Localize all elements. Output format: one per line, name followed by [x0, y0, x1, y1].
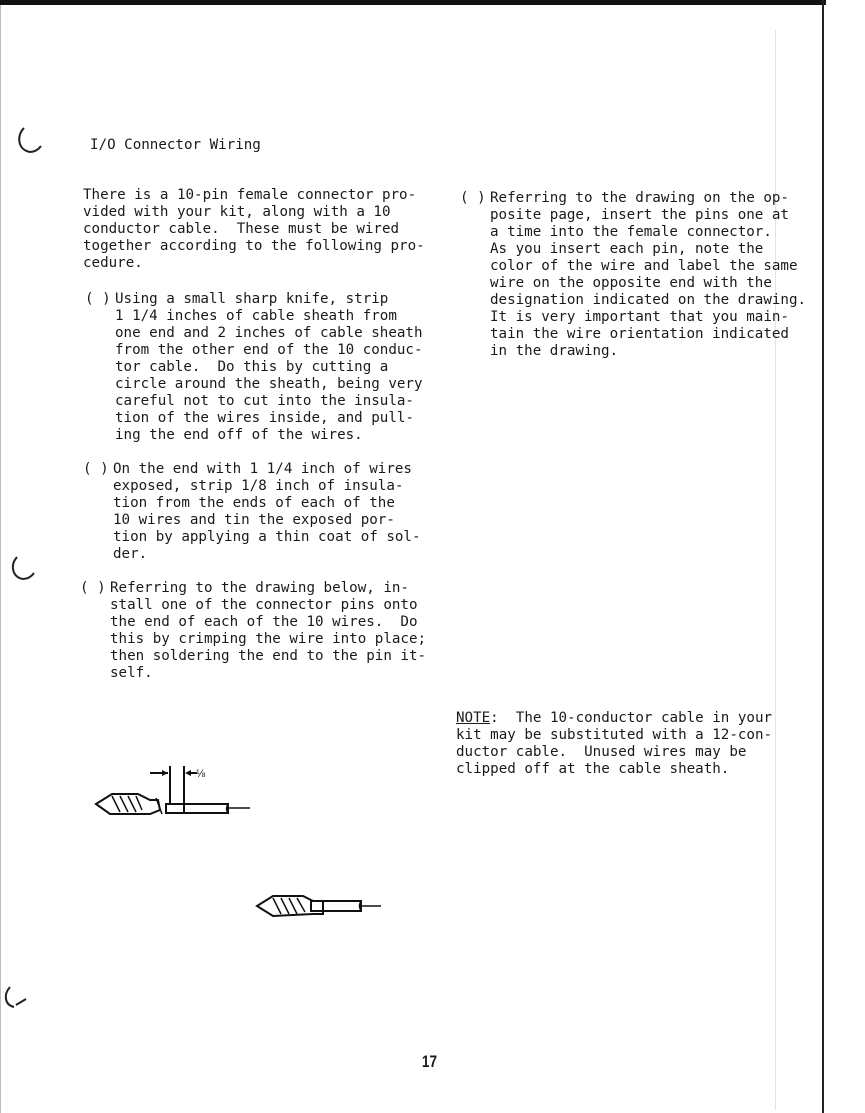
- page-left-edge: [0, 0, 1, 1113]
- step-2-text: On the end with 1 1/4 inch of wires exposed, strip 1/8 inch of insula- tion from the ends of each of the 10 wires and tin the exposed por- tion by applying a thin coat of sol- der.: [113, 461, 421, 562]
- punch-hole-mark-bottom: [2, 983, 36, 1017]
- crimped-pin-drawing: [253, 888, 385, 924]
- pin-and-stripped-wire-drawing: [90, 762, 255, 824]
- step-4-text: Referring to the drawing on the op- posite page, insert the pins one at a time into the female connector. As you insert each pin, note the color of the wire and label the same wire on the opposite end with the designation indicated on the drawing. It is very important that you main- tain the wire orientation indicated in the drawing.: [490, 190, 807, 359]
- step-2-checkbox[interactable]: ( ): [83, 461, 109, 477]
- intro-paragraph: There is a 10-pin female connector pro- vided with your kit, along with a 10 conductor cable. These must be wired together according to the following pro- cedure.: [83, 187, 425, 271]
- punch-hole-mark-top: [14, 124, 44, 158]
- section-heading: I/O Connector Wiring: [90, 137, 261, 153]
- note-label: NOTE: [456, 710, 491, 726]
- punch-hole-mark-middle: [8, 553, 38, 587]
- step-3-text: Referring to the drawing below, in- stall one of the connector pins onto the end of each of the 10 wires. Do this by crimping the wire into place; then soldering the end to the pin it- self.: [110, 580, 427, 681]
- page-top-border: [0, 0, 826, 5]
- step-1-checkbox[interactable]: ( ): [85, 291, 111, 307]
- substitution-note: [456, 710, 772, 778]
- page-number: 17: [421, 1052, 438, 1071]
- note-text: : The 10-conductor cable in your kit may be substituted with a 12-con- ductor cable. Unused wires may be clipped off at the cable sheath.: [456, 710, 773, 777]
- page-right-border: [822, 0, 824, 1113]
- step-3-checkbox[interactable]: ( ): [80, 580, 106, 596]
- strip-length-label: ⅛: [196, 768, 206, 780]
- step-4-checkbox[interactable]: ( ): [460, 190, 486, 206]
- step-1-text: Using a small sharp knife, strip 1 1/4 inches of cable sheath from one end and 2 inches of cable sheath from the other end of the 10 conduc- tor cable. Do this by cutting a circle around the sheath, being very careful not to cut into the insula- tion of the wires inside, and pull- ing the end off of the wires.: [115, 291, 423, 443]
